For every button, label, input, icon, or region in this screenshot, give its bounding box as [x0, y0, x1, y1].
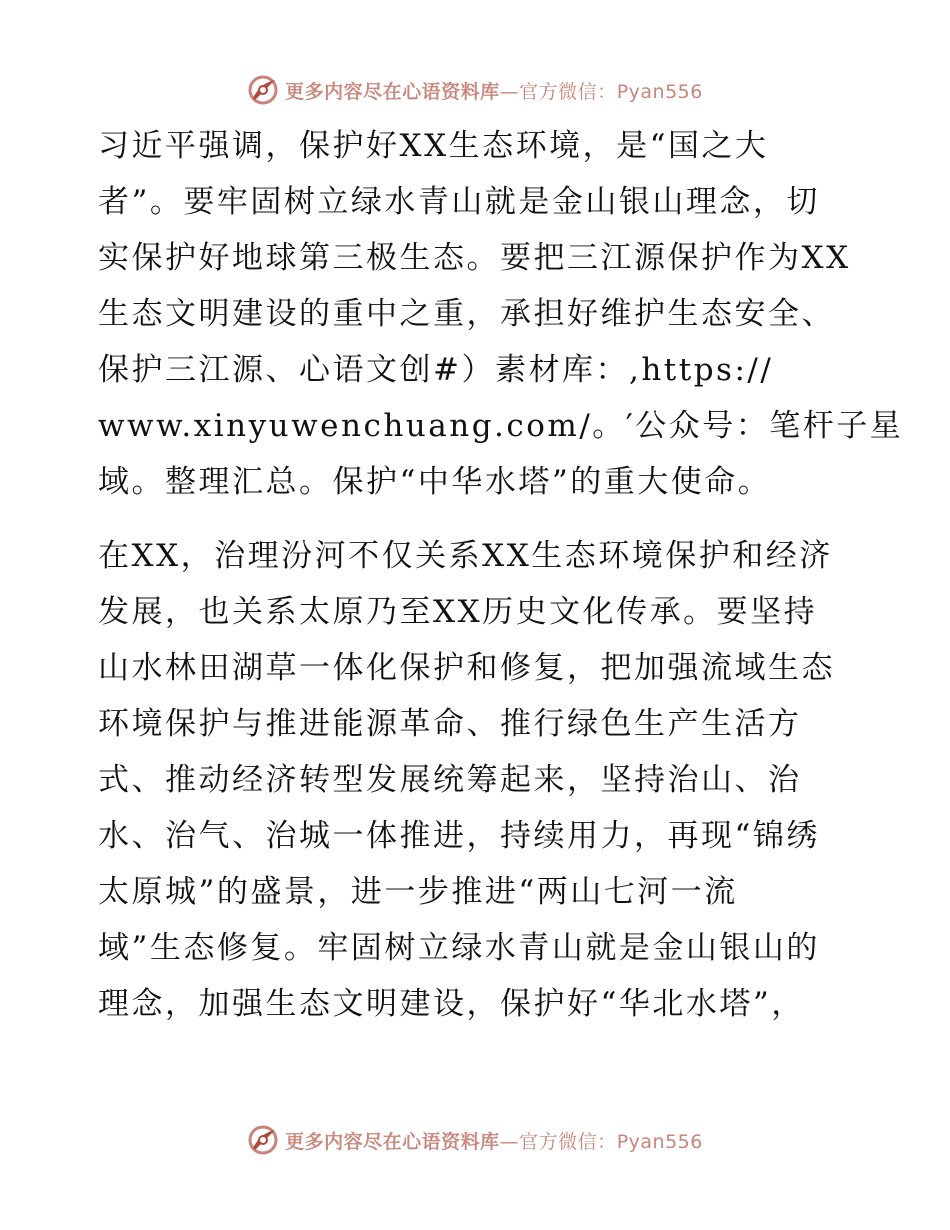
- text-line: www.xinyuwenchuang.com/。′公众号：笔杆子星: [98, 408, 904, 444]
- text-line: 在XX，治理汾河不仅关系XX生态环境保护和经济: [98, 538, 833, 574]
- watermark-separator: —: [499, 1130, 520, 1153]
- text-line: 域”生态修复。牢固树立绿水青山就是金山银山的: [98, 930, 820, 966]
- paragraph: [98, 528, 858, 1032]
- logo-icon: [247, 74, 279, 106]
- logo-icon: [247, 1124, 279, 1156]
- watermark-wechat-label: 官方微信：: [519, 80, 617, 103]
- footer-watermark: [0, 1120, 950, 1160]
- watermark-separator: —: [499, 80, 520, 103]
- text-line: 域。整理汇总。保护“中华水塔”的重大使命。: [98, 464, 772, 500]
- text-line: 环境保护与推进能源革命、推行绿色生产生活方: [98, 706, 802, 742]
- watermark-wechat-id: Pyan556: [616, 80, 703, 103]
- watermark-main-text: 更多内容尽在心语资料库: [285, 1130, 500, 1153]
- document-body: [98, 118, 904, 1050]
- text-line: 习近平强调，保护好XX生态环境，是“国之大: [98, 128, 769, 164]
- text-line: 理念，加强生态文明建设，保护好“华北水塔”，: [98, 986, 805, 1022]
- text-line: 发展，也关系太原乃至XX历史文化传承。要坚持: [98, 594, 818, 630]
- text-line: 山水林田湖草一体化保护和修复，把加强流域生态: [98, 650, 835, 686]
- text-line: 水、治气、治城一体推进，持续用力，再现“锦绣: [98, 818, 820, 854]
- text-line: 太原城”的盛景，进一步推进“两山七河一流: [98, 874, 738, 910]
- text-line: 生态文明建设的重中之重，承担好维护生态安全、: [98, 296, 835, 332]
- watermark-text: [285, 1127, 703, 1154]
- text-line: 保护三江源、心语文创#）素材库：,https://: [98, 352, 774, 388]
- paragraph: [98, 118, 904, 510]
- watermark-text: [285, 77, 703, 104]
- header-watermark: [0, 70, 950, 110]
- watermark-wechat-label: 官方微信：: [519, 1130, 617, 1153]
- text-line: 者”。要牢固树立绿水青山就是金山银山理念，切: [98, 184, 820, 220]
- watermark-main-text: 更多内容尽在心语资料库: [285, 80, 500, 103]
- text-line: 式、推动经济转型发展统筹起来，坚持治山、治: [98, 762, 802, 798]
- text-line: 实保护好地球第三极生态。要把三江源保护作为XX: [98, 240, 851, 276]
- watermark-wechat-id: Pyan556: [616, 1130, 703, 1153]
